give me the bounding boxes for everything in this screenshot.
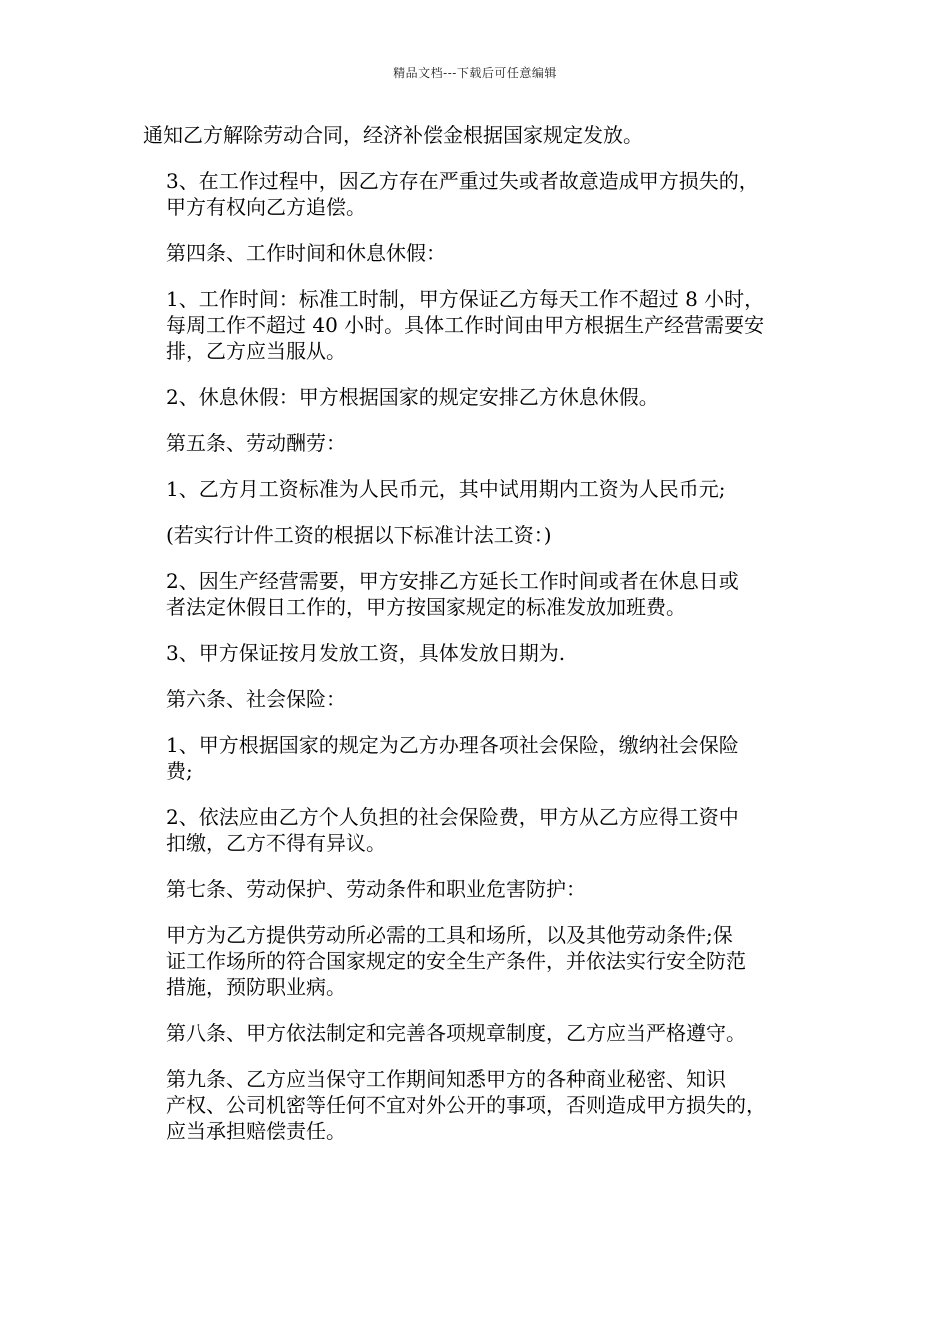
paragraph-line: 第六条、社会保险：	[166, 687, 346, 711]
paragraph-line: 应当承担赔偿责任。	[166, 1119, 346, 1143]
paragraph-line: 第四条、工作时间和休息休假：	[166, 241, 446, 265]
paragraph	[143, 1066, 813, 1144]
paragraph-line: 措施，预防职业病。	[166, 975, 346, 999]
paragraph-line: 第九条、乙方应当保守工作期间知悉甲方的各种商业秘密、知识	[166, 1067, 726, 1091]
paragraph	[143, 1020, 813, 1046]
paragraph-line: 2、因生产经营需要，甲方安排乙方延长工作时间或者在休息日或	[166, 569, 739, 593]
paragraph	[143, 476, 813, 502]
paragraph	[143, 804, 813, 856]
paragraph-line: 者法定休假日工作的，甲方按国家规定的标准发放加班费。	[166, 595, 686, 619]
paragraph-line: 第五条、劳动酬劳：	[166, 431, 346, 455]
document-body	[143, 122, 813, 1164]
paragraph	[143, 240, 813, 266]
paragraph-line: 1、工作时间：标准工时制，甲方保证乙方每天工作不超过 8 小时，	[166, 287, 765, 311]
paragraph-line: 2、休息休假：甲方根据国家的规定安排乙方休息休假。	[166, 385, 659, 409]
page-header: 精品文档---下载后可任意编辑	[393, 66, 557, 80]
paragraph	[143, 876, 813, 902]
paragraph	[143, 122, 813, 148]
paragraph-line: 费;	[166, 759, 193, 783]
paragraph	[143, 522, 813, 548]
paragraph-line: 证工作场所的符合国家规定的安全生产条件，并依法实行安全防范	[166, 949, 746, 973]
paragraph	[143, 732, 813, 784]
paragraph	[143, 384, 813, 410]
paragraph	[143, 168, 813, 220]
paragraph-line: 甲方为乙方提供劳动所必需的工具和场所，以及其他劳动条件;保	[166, 923, 733, 947]
paragraph-line: 第八条、甲方依法制定和完善各项规章制度，乙方应当严格遵守。	[166, 1021, 746, 1045]
paragraph-line: 通知乙方解除劳动合同，经济补偿金根据国家规定发放。	[143, 123, 643, 147]
paragraph-line: 甲方有权向乙方追偿。	[166, 195, 366, 219]
paragraph-line: 扣缴，乙方不得有异议。	[166, 831, 386, 855]
paragraph	[143, 430, 813, 456]
paragraph-line: 1、乙方月工资标准为人民币元，其中试用期内工资为人民币元;	[166, 477, 726, 501]
paragraph	[143, 686, 813, 712]
paragraph-line: 排，乙方应当服从。	[166, 339, 346, 363]
paragraph-line: 2、依法应由乙方个人负担的社会保险费，甲方从乙方应得工资中	[166, 805, 739, 829]
paragraph-line: (若实行计件工资的根据以下标准计法工资：)	[166, 523, 552, 547]
paragraph	[143, 286, 813, 364]
paragraph-line: 第七条、劳动保护、劳动条件和职业危害防护：	[166, 877, 586, 901]
paragraph-line: 每周工作不超过 40 小时。具体工作时间由甲方根据生产经营需要安	[166, 313, 765, 337]
paragraph	[143, 922, 813, 1000]
paragraph	[143, 568, 813, 620]
paragraph-line: 3、在工作过程中，因乙方存在严重过失或者故意造成甲方损失的，	[166, 169, 759, 193]
paragraph-line: 3、甲方保证按月发放工资，具体发放日期为.	[166, 641, 566, 665]
paragraph	[143, 640, 813, 666]
paragraph-line: 产权、公司机密等任何不宜对外公开的事项，否则造成甲方损失的，	[166, 1093, 766, 1117]
paragraph-line: 1、甲方根据国家的规定为乙方办理各项社会保险，缴纳社会保险	[166, 733, 739, 757]
